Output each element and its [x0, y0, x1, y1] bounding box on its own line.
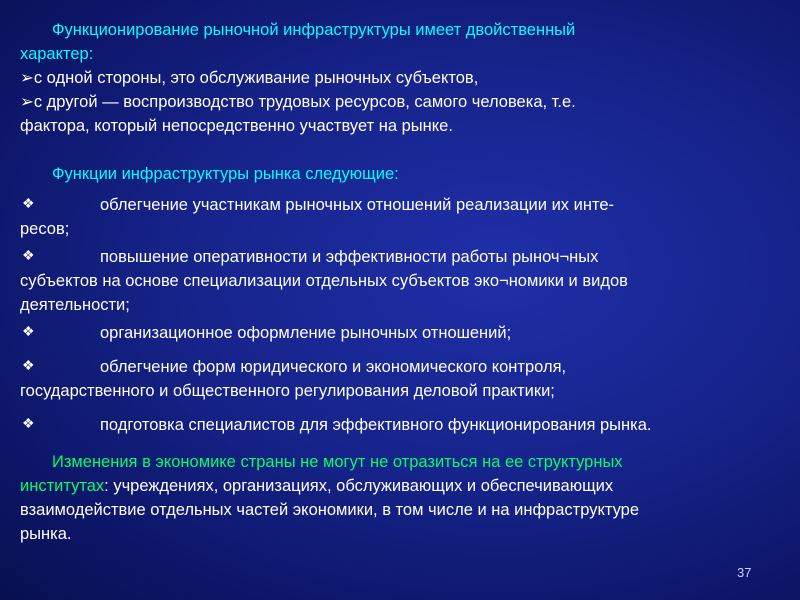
intro-heading-line2: характер: — [20, 45, 94, 63]
closing-line3: взаимодействие отдельных частей экономики, в том числе и на инфраструктуре — [20, 501, 640, 519]
function-item-2-line1: повышение оперативности и эффективности работы рыноч¬ных — [100, 248, 599, 266]
page-number: 37 — [737, 565, 752, 580]
function-item-1-line1: облегчение участникам рыночных отношений реализации их инте- — [100, 196, 614, 214]
function-item-1-line2: ресов; — [20, 220, 70, 238]
intro-bullet-1-text: с одной стороны, это обслуживание рыночных субъектов, — [33, 69, 479, 87]
closing-highlight: институтах — [20, 477, 105, 495]
diamond-bullet-icon: ❖ — [22, 323, 35, 339]
intro-bullet-1 — [20, 66, 780, 90]
diamond-bullet-icon: ❖ — [22, 247, 35, 263]
arrow-bullet-icon: ➢ — [20, 93, 34, 111]
diamond-bullet-icon: ❖ — [22, 357, 35, 373]
intro-bullet-2-text: с другой — воспроизводство трудовых ресурсов, самого человека, т.е. — [33, 93, 576, 111]
diamond-bullet-icon: ❖ — [22, 195, 35, 211]
function-item-4-line2: государственного и общественного регулирования деловой практики; — [20, 382, 555, 400]
intro-heading-line1: Функционирование рыночной инфраструктуры имеет двойственный — [52, 21, 576, 39]
closing-line1: Изменения в экономике страны не могут не отразиться на ее структурных — [52, 453, 623, 471]
function-item-2-line3: деятельности; — [20, 296, 130, 314]
function-item-2-line2: субъектов на основе специализации отдельных субъектов эко¬номики и видов — [20, 272, 628, 290]
intro-bullet-2-continuation: фактора, который непосредственно участвует на рынке. — [20, 117, 453, 135]
closing-line2-rest: : учреждениях, организациях, обслуживающих и обеспечивающих — [104, 477, 614, 495]
intro-bullet-2 — [20, 90, 780, 114]
diamond-bullet-icon: ❖ — [22, 415, 35, 431]
arrow-bullet-icon: ➢ — [20, 69, 34, 87]
function-item-3-line1: организационное оформление рыночных отношений; — [100, 324, 512, 342]
closing-line4: рынка. — [20, 525, 72, 543]
functions-heading: Функции инфраструктуры рынка следующие: — [52, 165, 399, 183]
function-item-5-line1: подготовка специалистов для эффективного функционирования рынка. — [100, 416, 652, 434]
closing-line2 — [20, 474, 780, 498]
function-item-4-line1: облегчение форм юридического и экономического контроля, — [100, 358, 567, 376]
